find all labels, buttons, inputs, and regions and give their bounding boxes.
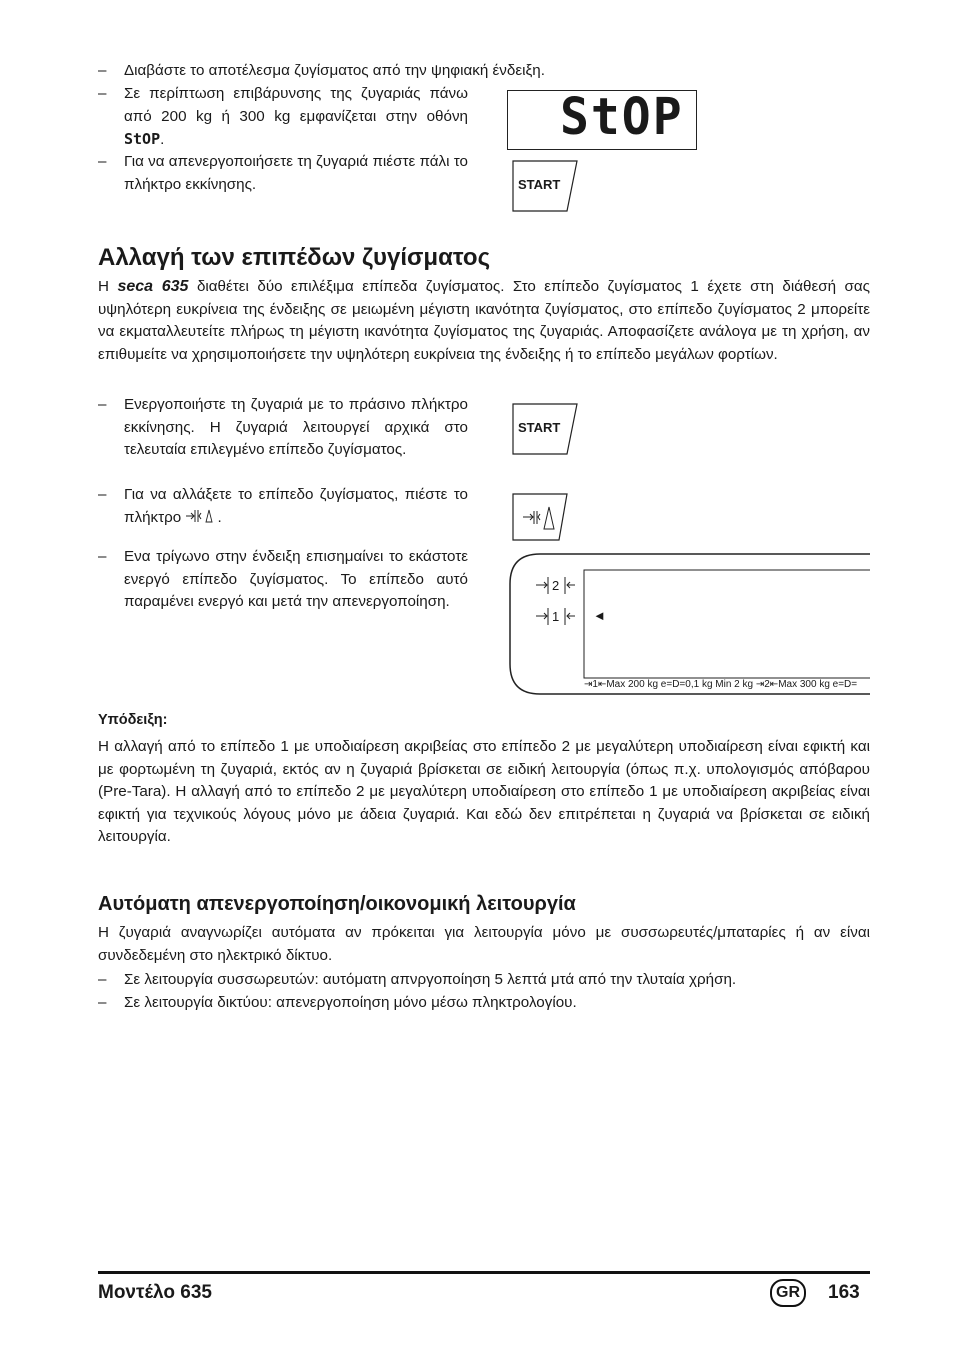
level-2-label: 2 — [552, 578, 560, 593]
display-panel-frame — [500, 552, 872, 698]
intro-bullet-1: – Διαβάστε το αποτέλεσμα ζυγίσματος από την ψηφιακή ένδειξη. — [98, 60, 870, 83]
auto-off-bullet-2: – Σε λειτουργία δικτύου: απενεργοποίηση μόνο μέσω πληκτρολογίου. — [98, 992, 870, 1015]
level-switch-icon — [185, 508, 217, 524]
spec-level2: Max 300 kg e=D= — [778, 679, 858, 690]
start-button[interactable] — [512, 160, 578, 212]
spec-level2-icon: ⇥2⇤ — [755, 679, 779, 690]
section1-intro — [98, 276, 870, 366]
start-button-label: START — [518, 177, 561, 192]
note-heading: Υπόδειξη: — [98, 712, 168, 728]
levels-bullet-1-text: Ενεργοποιήστε τη ζυγαριά με το πράσινο πλήκτρο εκκίνησης. Η ζυγαριά λειτουργεί αρχικά στο τελευταία επιλεγμένο επίπεδο ζυγίσματος. — [124, 396, 468, 458]
country-badge: GR — [770, 1279, 806, 1307]
levels-bullet-3-text: Ενα τρίγωνο στην ένδειξη επισημαίνει το εκάστοτε ενεργό επίπεδο ζυγίσματος. Το επίπεδο αυτό παραμένει ενεργό και μετά την απενεργοποίηση. — [124, 548, 468, 610]
stop-display-text: StOP — [560, 87, 684, 147]
start-button-2[interactable] — [512, 403, 578, 455]
start-button-label-2: START — [518, 420, 561, 435]
levels-bullet-3: – Ενα τρίγωνο στην ένδειξη επισημαίνει το εκάστοτε ενεργό επίπεδο ζυγίσματος. Το επίπεδο αυτό παραμένει ενεργό και μετά την απενεργοποίηση. — [98, 546, 468, 636]
level-1-label: 1 — [552, 609, 560, 624]
auto-off-bullet-1: – Σε λειτουργία συσσωρευτών: αυτόματη απνργοποίηση 5 λεπτά μτά από την τλυταία χρήση. — [98, 969, 870, 992]
section2-text: Η ζυγαριά αναγνωρίζει αυτόματα αν πρόκειται για λειτουργία μόνο με συσσωρευτές/μπαταρίες ή αν είναι συνδεδεμένη στο ηλεκτρικό δίκτυο. — [98, 924, 870, 964]
auto-off-bullet-1-text: Σε λειτουργία συσσωρευτών: αυτόματη απνργοποίηση 5 λεπτά μτά από την τλυταία χρήση. — [124, 971, 737, 988]
brand-name: seca 635 — [117, 278, 189, 295]
intro-bullet-3-text: Για να απενεργοποιήσετε τη ζυγαριά πιέστε πάλι το πλήκτρο εκκίνησης. — [124, 153, 468, 193]
section-title-auto-off: Αυτόματη απενεργοποίηση/οικονομική λειτουργία — [98, 893, 576, 915]
intro-bullet-1-text: Διαβάστε το αποτέλεσμα ζυγίσματος από την ψηφιακή ένδειξη. — [124, 62, 545, 79]
page-number: 163 — [828, 1282, 860, 1303]
section-title-levels: Αλλαγή των επιπέδων ζυγίσματος — [98, 244, 491, 271]
intro-text: διαθέτει δύο επιλέξιμα επίπεδα ζυγίσματος. Στο επίπεδο ζυγίσματος 1 έχετε στη διάθεσή σας υψηλότερη ευκρίνεια της ένδειξης σε μειωμένη μέγιστη ικανότητα ζυγίσματος, στο επίπεδο ζυγίσματος 2 μπορείτε να εκματαλλευτείτε πλήρως τη μέγιστη ικανότητα ζυγίσματος της ζυγαριάς. Αποφασίζετε ανάλογα με τη χρήση, αν επιθυμείτε να χρησιμοποιήσετε την υψηλότερη ευκρίνεια της ένδειξης ή το επίπεδο μεγάλων φορτίων. — [98, 278, 870, 363]
intro-bullet-2-text: Σε περίπτωση επιβάρυνσης της ζυγαριάς πάνω από 200 kg ή 300 kg εμφανίζεται στην οθόνη — [124, 85, 468, 125]
intro-bullet-3: – Για να απενεργοποιήσετε τη ζυγαριά πιέστε πάλι το πλήκτρο εκκίνησης. — [98, 151, 468, 197]
intro-bullet-2: – Σε περίπτωση επιβάρυνσης της ζυγαριάς πάνω από 200 kg ή 300 kg εμφανίζεται στην οθόνη StOP. — [98, 85, 468, 148]
stop-display — [507, 87, 697, 150]
note-text: Η αλλαγή από το επίπεδο 1 με υποδιαίρεση ακριβείας στο επίπεδο 2 με μεγαλύτερη υποδιαίρεση είναι εφικτή και με φορτωμένη τη ζυγαριά, εκτός αν η ζυγαριά βρίσκεται σε ειδική λειτουργία (όπως π.χ. υπολογισμός απόβαρου (Pre-Tara). Η αλλαγή από το επίπεδο 2 με μεγαλύτερη υποδιαίρεση στο επίπεδο 1 με υποδιαίρεση ακριβείας είναι εφικτή για τεχνικούς λόγους μόνο με άδεια ζυγαριά. Και εδώ δεν επιτρέπεται η ζυγαριά να βρίσκεται σε ειδική λειτουργία. — [98, 738, 870, 845]
levels-bullet-2-text: Για να αλλάξετε το επίπεδο ζυγίσματος, πιέστε το πλήκτρο — [124, 486, 468, 526]
display-spec-line — [584, 679, 872, 691]
level-switch-button[interactable] — [512, 493, 568, 541]
level-display-panel — [500, 552, 872, 698]
stop-inline-text: StOP — [124, 130, 161, 148]
auto-off-bullet-2-text: Σε λειτουργία δικτύου: απενεργοποίηση μόνο μέσω πληκτρολογίου. — [124, 994, 577, 1011]
spec-level1-icon: ⇥1⇤ — [584, 679, 607, 690]
levels-bullet-1: – Ενεργοποιήστε τη ζυγαριά με το πράσινο πλήκτρο εκκίνησης. Η ζυγαριά λειτουργεί αρχικά στο τελευταία επιλεγμένο επίπεδο ζυγίσματος. — [98, 394, 468, 484]
footer-rule — [98, 1271, 870, 1274]
levels-bullet-2: – Για να αλλάξετε το επίπεδο ζυγίσματος, πιέστε το πλήκτρο . — [98, 486, 468, 526]
active-level-indicator: ◄ — [593, 608, 606, 623]
level-switch-key — [512, 493, 568, 541]
footer-model: Μοντέλο 635 — [98, 1282, 212, 1303]
spec-level1: Max 200 kg e=D=0,1 kg Min 2 kg — [606, 679, 754, 690]
intro-prefix: Η — [98, 278, 109, 295]
